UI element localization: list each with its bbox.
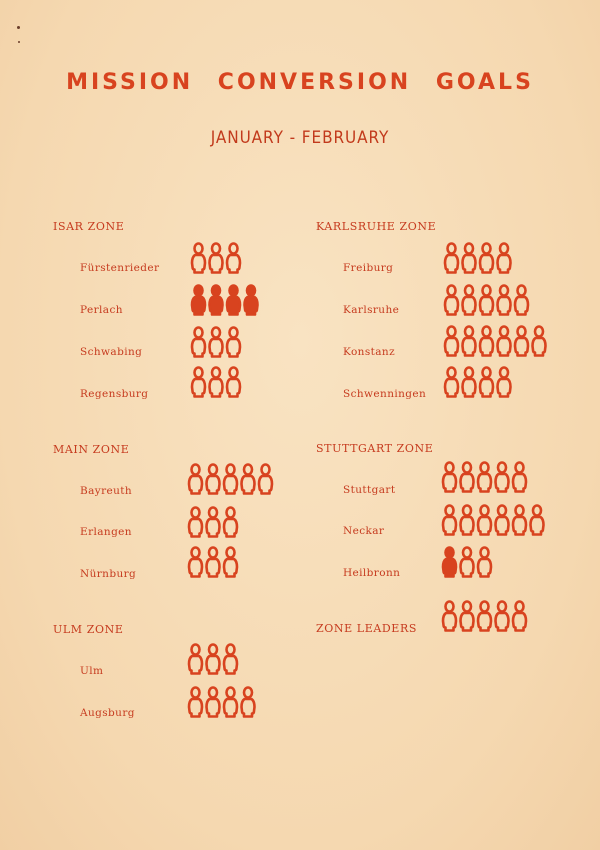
missionary-figure-icon	[513, 602, 526, 631]
city-label-konstanz: Konstanz	[343, 346, 396, 358]
missionary-figure-icon	[533, 327, 546, 356]
city-label-augsburg: Augsburg	[80, 707, 135, 719]
missionary-figure-icon	[443, 548, 456, 577]
goal-figures-karlsruhe	[443, 284, 533, 318]
missionary-figure-icon	[463, 244, 476, 273]
ink-speck	[17, 26, 20, 29]
missionary-figure-icon	[445, 286, 458, 315]
goal-figures-neckar	[441, 504, 548, 538]
figure-row-svg	[190, 242, 245, 276]
missionary-figure-icon	[496, 602, 509, 631]
missionary-figure-icon	[224, 688, 237, 717]
goal-figures-augsburg	[187, 686, 259, 720]
goal-figures-schwenningen	[443, 366, 515, 400]
goal-figures-konstanz	[443, 325, 550, 359]
city-label-nuernburg: Nürnburg	[80, 568, 137, 580]
goal-figures-freiburg	[443, 242, 515, 276]
missionary-figure-icon	[189, 548, 202, 577]
ink-speck	[18, 41, 20, 43]
missionary-figure-icon	[443, 602, 456, 631]
missionary-figure-icon	[242, 465, 255, 494]
missionary-figure-icon	[224, 645, 237, 674]
figure-row-svg	[190, 284, 262, 318]
zone-title-karlsruhe: KARLSRUHE ZONE	[316, 220, 437, 233]
missionary-figure-icon	[192, 368, 205, 397]
missionary-figure-icon	[210, 244, 223, 273]
missionary-figure-icon	[498, 244, 511, 273]
missionary-figure-icon	[192, 286, 205, 315]
goal-figures-stuttgart	[441, 461, 531, 495]
city-label-karlsruhe: Karlsruhe	[343, 304, 400, 316]
missionary-figure-icon	[461, 463, 474, 492]
missionary-figure-icon	[207, 465, 220, 494]
goal-figures-ulm	[187, 643, 242, 677]
city-label-erlangen: Erlangen	[80, 526, 132, 538]
missionary-figure-icon	[227, 286, 240, 315]
goal-figures-bayreuth	[187, 463, 277, 497]
goal-figures-heilbronn	[441, 546, 496, 580]
missionary-figure-icon	[207, 688, 220, 717]
city-label-neckar: Neckar	[343, 525, 385, 537]
missionary-figure-icon	[478, 602, 491, 631]
city-label-perlach: Perlach	[80, 304, 123, 316]
zone-title-stuttgart: STUTTGART ZONE	[316, 442, 434, 455]
figure-row-svg	[190, 366, 245, 400]
missionary-figure-icon	[480, 286, 493, 315]
goal-figures-nuernburg	[187, 546, 242, 580]
missionary-figure-icon	[496, 506, 509, 535]
missionary-figure-icon	[207, 548, 220, 577]
goal-figures-regensburg	[190, 366, 245, 400]
missionary-figure-icon	[445, 368, 458, 397]
page-title: MISSION CONVERSION GOALS	[66, 70, 534, 95]
missionary-figure-icon	[445, 244, 458, 273]
missionary-figure-icon	[478, 506, 491, 535]
figure-row-svg	[187, 463, 277, 497]
goal-figures-schwabing	[190, 326, 245, 360]
missionary-figure-icon	[245, 286, 258, 315]
goal-figures-perlach	[190, 284, 262, 318]
missionary-figure-icon	[189, 688, 202, 717]
missionary-figure-icon	[513, 463, 526, 492]
missionary-figure-icon	[189, 508, 202, 537]
missionary-figure-icon	[515, 327, 528, 356]
figure-row-svg	[441, 600, 531, 634]
missionary-figure-icon	[192, 244, 205, 273]
figure-row-svg	[443, 242, 515, 276]
city-label-freiburg: Freiburg	[343, 262, 394, 274]
city-label-regensburg: Regensburg	[80, 388, 149, 400]
missionary-figure-icon	[443, 463, 456, 492]
missionary-figure-icon	[480, 368, 493, 397]
missionary-figure-icon	[210, 286, 223, 315]
missionary-figure-icon	[478, 463, 491, 492]
missionary-figure-icon	[210, 368, 223, 397]
city-label-schwenningen: Schwenningen	[343, 388, 427, 400]
figure-row-svg	[443, 325, 550, 359]
missionary-figure-icon	[227, 244, 240, 273]
missionary-figure-icon	[189, 645, 202, 674]
page-subtitle: JANUARY - FEBRUARY	[210, 128, 390, 148]
zone-title-zone-leaders: ZONE LEADERS	[316, 622, 417, 635]
zone-title-isar: ISAR ZONE	[53, 220, 125, 233]
missionary-figure-icon	[224, 465, 237, 494]
figure-row-svg	[190, 326, 245, 360]
city-label-bayreuth: Bayreuth	[80, 485, 133, 497]
city-label-schwabing: Schwabing	[80, 346, 143, 358]
missionary-figure-icon	[478, 548, 491, 577]
missionary-figure-icon	[224, 548, 237, 577]
zone-title-ulm: ULM ZONE	[53, 623, 124, 636]
missionary-figure-icon	[498, 286, 511, 315]
city-label-stuttgart: Stuttgart	[343, 484, 396, 496]
missionary-figure-icon	[259, 465, 272, 494]
missionary-figure-icon	[445, 327, 458, 356]
goal-figures-erlangen	[187, 506, 242, 540]
figure-row-svg	[441, 504, 548, 538]
missionary-figure-icon	[242, 688, 255, 717]
missionary-figure-icon	[227, 328, 240, 357]
missionary-figure-icon	[463, 286, 476, 315]
zone-title-main: MAIN ZONE	[53, 443, 130, 456]
figure-row-svg	[441, 546, 496, 580]
missionary-figure-icon	[207, 508, 220, 537]
missionary-figure-icon	[443, 506, 456, 535]
missionary-figure-icon	[189, 465, 202, 494]
missionary-figure-icon	[531, 506, 544, 535]
missionary-figure-icon	[463, 327, 476, 356]
figure-row-svg	[443, 284, 533, 318]
missionary-figure-icon	[224, 508, 237, 537]
missionary-figure-icon	[498, 368, 511, 397]
city-label-ulm: Ulm	[80, 665, 104, 677]
city-label-fuerstenrieder: Fürstenrieder	[80, 262, 160, 274]
goal-figures-fuerstenrieder	[190, 242, 245, 276]
missionary-figure-icon	[463, 368, 476, 397]
missionary-figure-icon	[192, 328, 205, 357]
missionary-figure-icon	[210, 328, 223, 357]
missionary-figure-icon	[480, 244, 493, 273]
figure-row-svg	[443, 366, 515, 400]
missionary-figure-icon	[227, 368, 240, 397]
figure-row-svg	[441, 461, 531, 495]
figure-row-svg	[187, 546, 242, 580]
missionary-figure-icon	[513, 506, 526, 535]
missionary-figure-icon	[461, 602, 474, 631]
missionary-figure-icon	[461, 506, 474, 535]
missionary-figure-icon	[496, 463, 509, 492]
figure-row-svg	[187, 506, 242, 540]
missionary-figure-icon	[480, 327, 493, 356]
missionary-figure-icon	[461, 548, 474, 577]
figure-row-svg	[187, 686, 259, 720]
figure-row-svg	[187, 643, 242, 677]
missionary-figure-icon	[207, 645, 220, 674]
missionary-figure-icon	[515, 286, 528, 315]
goal-figures-zone-leaders	[441, 600, 531, 634]
city-label-heilbronn: Heilbronn	[343, 567, 401, 579]
missionary-figure-icon	[498, 327, 511, 356]
